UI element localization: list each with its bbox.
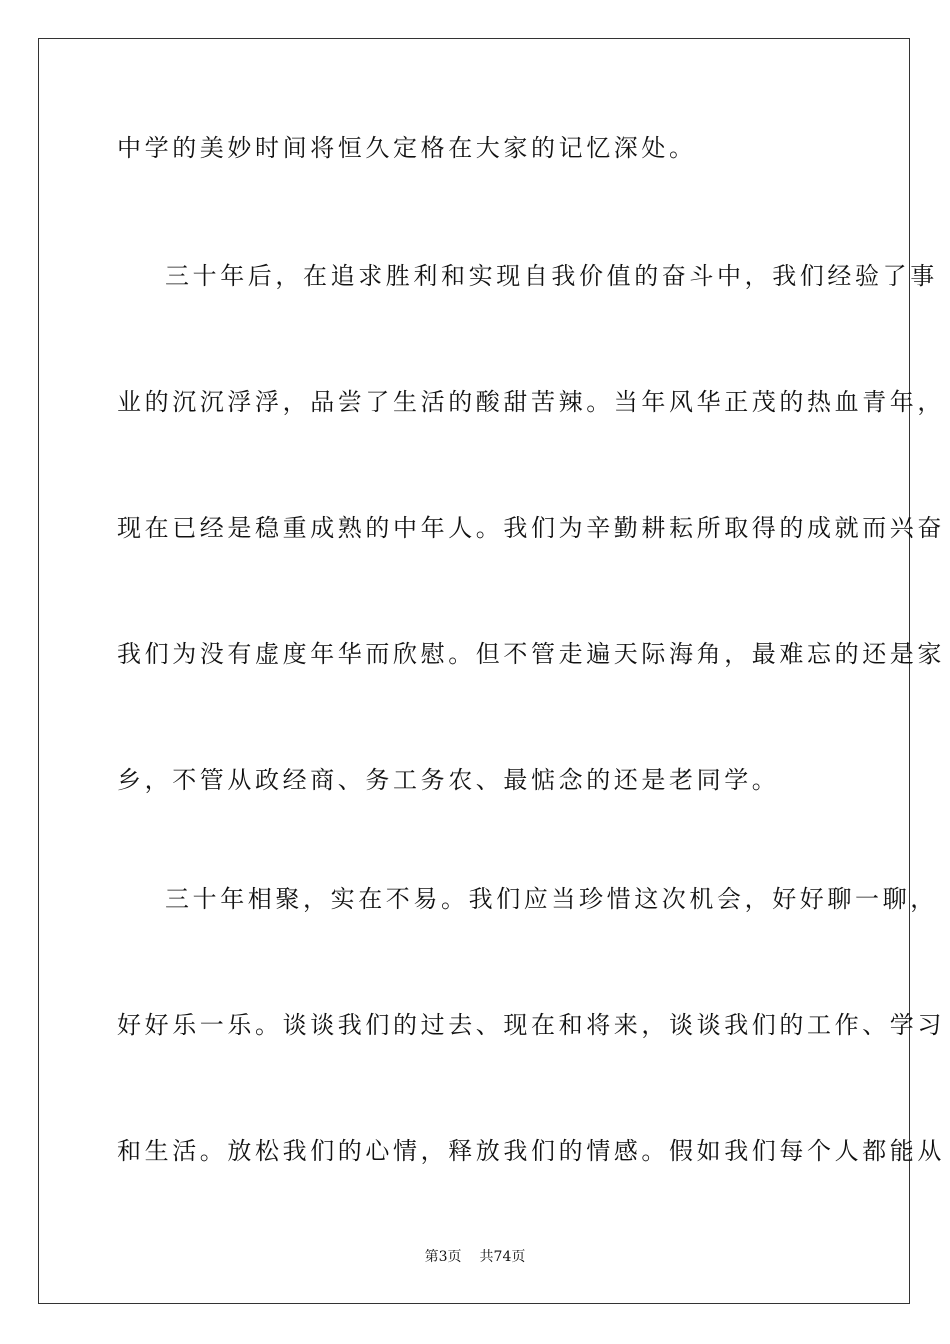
paragraph-first-line: 三十年后，在追求胜利和实现自我价值的奋斗中，我们经验了事 [165,262,938,290]
body-text-line: 业的沉沉浮浮，品尝了生活的酸甜苦辣。当年风华正茂的热血青年， [117,388,945,416]
paragraph-first-line: 三十年相聚，实在不易。我们应当珍惜这次机会，好好聊一聊， [165,885,938,913]
page-number: 第3页 [424,1249,462,1265]
body-text-line: 和生活。放松我们的心情，释放我们的情感。假如我们每个人都能从 [117,1137,945,1165]
body-text-line: 乡，不管从政经商、务工务农、最惦念的还是老同学。 [117,766,780,794]
body-text-line: 中学的美妙时间将恒久定格在大家的记忆深处。 [117,134,697,162]
total-pages: 共74页 [479,1249,526,1265]
page-border [38,38,910,1304]
body-text-line: 我们为没有虚度年华而欣慰。但不管走遍天际海角，最难忘的还是家 [117,640,945,668]
body-text-line: 现在已经是稳重成熟的中年人。我们为辛勤耕耘所取得的成就而兴奋 [117,514,945,542]
body-text-line: 好好乐一乐。谈谈我们的过去、现在和将来，谈谈我们的工作、学习 [117,1011,945,1039]
page-footer [0,1247,950,1267]
